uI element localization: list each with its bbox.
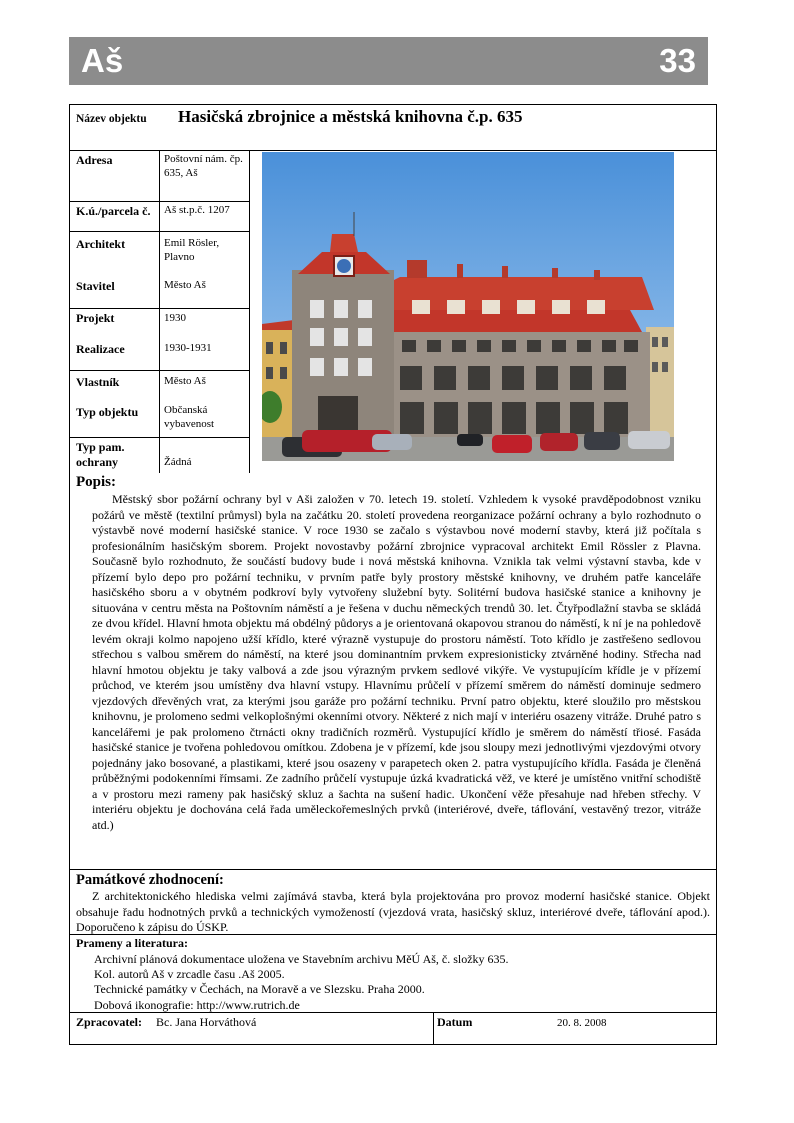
assessment-heading: Památkové zhodnocení: (76, 872, 224, 888)
page-number: 33 (659, 42, 696, 79)
object-type-label: Typ objektu (76, 405, 139, 419)
parcel-label: K.ú./parcela č. (76, 204, 151, 218)
author-value: Bc. Jana Horváthová (156, 1015, 257, 1029)
architect-value: Emil Rösler, Plavno (164, 237, 220, 263)
divider (249, 150, 250, 473)
address-value: Poštovní nám. čp. 635, Aš (164, 153, 243, 179)
date-label: Datum (437, 1015, 473, 1029)
object-name-label: Název objektu (76, 113, 147, 125)
owner-label: Vlastník (76, 375, 120, 389)
header-bar (69, 37, 708, 85)
project-value: 1930 (164, 312, 186, 324)
address-label: Adresa (76, 153, 113, 167)
realization-label: Realizace (76, 342, 125, 356)
source-item: Technické památky v Čechách, na Moravě a ve Slezsku. Praha 2000. (94, 982, 425, 997)
project-label: Projekt (76, 311, 115, 325)
parcel-value: Aš st.p.č. 1207 (164, 204, 230, 216)
sources-list (94, 952, 694, 1013)
description-text: Městský sbor požární ochrany byl v Aši založen v 70. letech 19. století. Vzhledem k vysoké pravděpodobnost vzniku požárů ve městě (textilní průmysl) byla na začátku 20. století provedena reorganizace požární ochrany a bylo rozhodnuto o výstavbě nové moderní hasičské stanice. V roce 1930 se začalo s výstavbou nové moderní stavby, která již počítala s profesionálním hasičským sborem. Projekt novostavby požární zbrojnice vypracoval architekt Emil Rössler z Plavna. Současně bylo rozhodnuto, že součástí budovy bude i nová městská knihovna. Vznikla tak velmi výstavní stavba, kde v přízemí bylo depo pro požární techniku, v prvním patře byly prostory městské knihovny, ve druhém patře kanceláře hasičského sboru a v obytném podkroví byly vytvořeny služební byty. Solitérní budova hasičské stanice a knihovny je situována v centru města na Poštovním náměstí a je řešena v duchu německých trendů 30. let. Čtyřpodlažní stavba se skládá ze dvou křídel. Hlavní hmota objektu má obdélný půdorys a je orientovaná okapovou stranou do náměstí, k ní je na pohledově levém okraji kolmo napojeno užší křídlo, které výrazně vystupuje do prostoru náměstí. Toto křídlo je zastřešeno sedlovou střechou s valbou směrem do náměstí, na které jsou dominantním prvkem expresionisticky ztvárněné hodiny. Střecha nad hlavní hmotou objektu je taky valbová a zde jsou výrazným prvkem sedlové vikýře. Ve vystupujícím křídle je v přízemí průchod, ve kterém jsou umístěny dva hlavní vstupy. Hlavnímu průčelí v přízemí směrem do náměstí dominuje sedmero vjezdových dřevěných vrat, za kterými jsou garáže pro požární techniku. První patro objektu, které sloužilo pro městskou knihovnu, je prolomeno sedmi velkoplošnými okenními otvory. Některé z nich mají v interiéru osazeny vitráže. Druhé patro s kancelářemi je pak prolomeno čtrnácti okny tradičních rozměrů. Vystupující křídlo je směrem do náměstí třiosé. Fasáda hasičské stanice je tvořena pohledovou omítkou. Zdobena je v přízemí, kde jsou sloupy mezi jednotlivými vjezdovými otvory pojednány jako bosované, a plastikami, které jsou osazeny v parapetech oken 2. patra vystupujícího křídla. Fasáda je členěná průběžnými podokenními římsami. Ze zadního průčelí vystupuje úzká kvadratická věž, ve které je umístěno vnitřní schodiště a v prostoru mezi rameny pak hasičský skluz a šachta na sušení hadic. Ukončení věže přesahuje nad hřeben střechy. V interiéru objektu je dochována celá řada uměleckořemeslných prvků (interiérové, dveře, táflování, vestavěný trezor, vitráže atd.) (92, 492, 701, 832)
object-type-value: Občanská vybavenost (164, 404, 215, 430)
building-photo (262, 152, 674, 461)
owner-value: Město Aš (164, 375, 206, 387)
sources-heading: Prameny a literatura: (76, 936, 188, 950)
divider (69, 150, 717, 151)
divider (69, 869, 717, 870)
divider (433, 1012, 434, 1045)
description-heading: Popis: (76, 474, 117, 490)
date-value: 20. 8. 2008 (557, 1017, 607, 1029)
builder-value: Město Aš (164, 279, 206, 291)
author-label: Zpracovatel: (76, 1015, 142, 1029)
town-name: Aš (81, 42, 124, 79)
assessment-text: Z architektonického hlediska velmi zajímává stavba, která byla projektována pro provoz moderní hasičské stanice. Objekt obsahuje řadu hodnotných prvků a technických vymožeností (vjezdová vrata, hasičský skluz, interiérové dveře, táflování apod.). Doporučeno k zápisu do ÚSKP. (76, 889, 710, 934)
realization-value: 1930-1931 (164, 342, 212, 354)
object-name: Hasičská zbrojnice a městská knihovna č.p. 635 (178, 107, 523, 126)
source-item: Archivní plánová dokumentace uložena ve Stavebním archivu MěÚ Aš, č. složky 635. (94, 952, 509, 966)
protection-value: Žádná (164, 456, 192, 468)
source-item: Kol. autorů Aš v zrcadle času .Aš 2005. (94, 967, 285, 982)
builder-label: Stavitel (76, 279, 115, 293)
source-item: Dobová ikonografie: http://www.rutrich.de (94, 997, 300, 1012)
protection-label: Typ pam. ochrany (76, 440, 125, 469)
divider (159, 150, 160, 473)
architect-label: Architekt (76, 237, 126, 251)
